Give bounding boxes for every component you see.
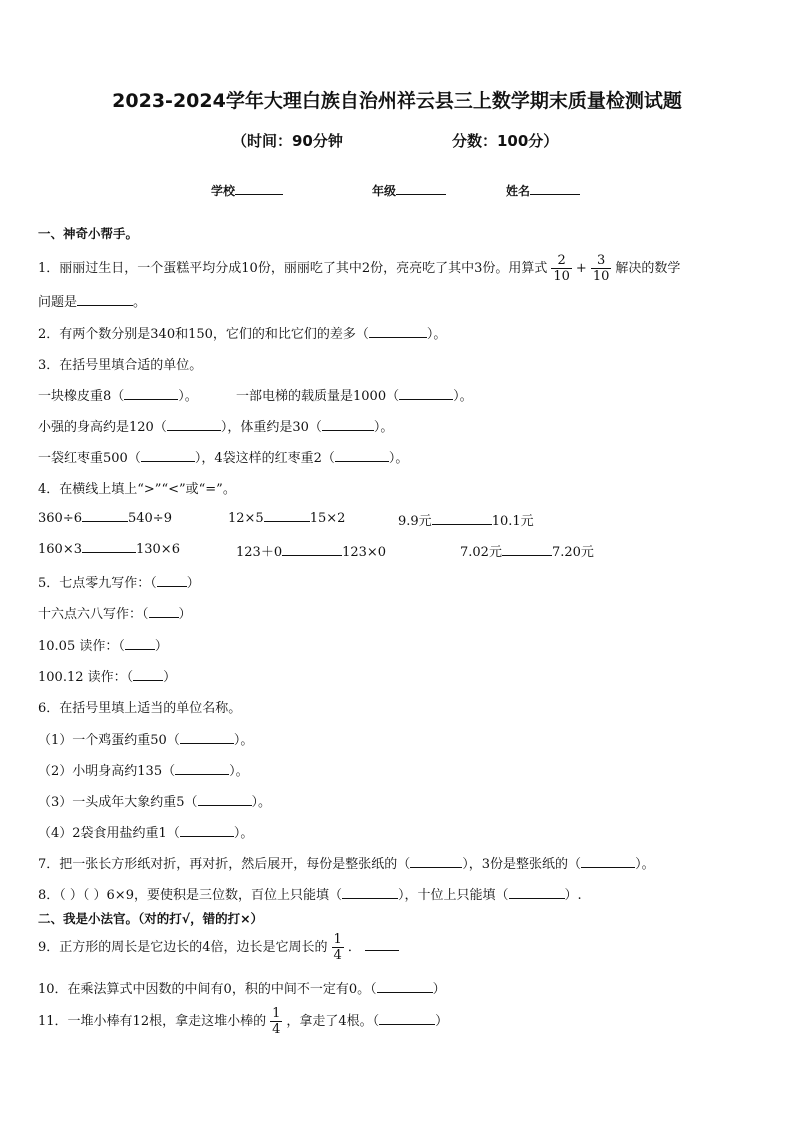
fraction-3-10: $\frac{3}{10}$ <box>592 253 610 284</box>
q3-2-blank-b[interactable] <box>322 419 374 431</box>
fraction-2-10: $\frac{2}{10}$ <box>553 253 570 284</box>
q6-blank-1[interactable] <box>180 732 234 744</box>
compare-blank[interactable] <box>282 544 342 556</box>
q6-blank-4[interactable] <box>180 825 234 837</box>
q8-blank-1[interactable] <box>342 887 398 899</box>
q1-text-2: 解决的数学 <box>615 261 681 276</box>
q1-blank[interactable] <box>77 294 133 306</box>
q3-3-blank-b[interactable] <box>335 450 389 462</box>
q8-blank-2[interactable] <box>509 887 565 899</box>
question-3-3: 一袋红枣重500（ ），4袋这样的红枣重2（ ）。 <box>38 451 409 466</box>
q5-blank-4[interactable] <box>133 669 163 681</box>
page-title: 2023-2024学年大理白族自治州祥云县三上数学期末质量检测试题 <box>112 90 682 112</box>
question-5-1: 5．七点零九写作：（ ） <box>38 576 200 591</box>
compare-2-2: 123＋0 123×0 <box>236 545 387 560</box>
q3-1-blank-a[interactable] <box>124 388 178 400</box>
q7-blank-1[interactable] <box>410 856 462 868</box>
q5-blank-2[interactable] <box>149 606 179 618</box>
q10-blank[interactable] <box>377 981 433 993</box>
question-8: 8．（ ）（ ）6×9，要使积是三位数，百位上只能填（ ），十位上只能填（ ）. <box>38 888 582 903</box>
question-6-3: （3）一头成年大象约重5（ ）。 <box>38 795 272 810</box>
q3-1-blank-b[interactable] <box>399 388 453 400</box>
question-1 <box>38 253 680 284</box>
question-1-cont: 问题是 。 <box>38 295 147 310</box>
school-field <box>211 182 283 199</box>
question-5-4: 100.12 读作：（ ） <box>38 670 177 685</box>
question-6-4: （4）2袋食用盐约重1（ ）。 <box>38 826 254 841</box>
question-2: 2．有两个数分别是340和150，它们的和比它们的差多（ ）。 <box>38 327 447 342</box>
plus-sign: + <box>575 261 587 276</box>
compare-2-1: 160×3 130×6 <box>38 542 180 557</box>
q11-blank[interactable] <box>379 1013 435 1025</box>
q3-2-blank-a[interactable] <box>167 419 221 431</box>
q2-blank[interactable] <box>369 326 427 338</box>
question-3-2: 小强的身高约是120（ ），体重约是30（ ）。 <box>38 420 394 435</box>
compare-blank[interactable] <box>432 513 492 525</box>
q6-blank-3[interactable] <box>198 794 252 806</box>
grade-blank[interactable] <box>396 183 446 195</box>
question-3-1: 一块橡皮重8（ ）。 <box>38 389 198 404</box>
compare-blank[interactable] <box>264 510 310 522</box>
question-5-3: 10.05 读作：（ ） <box>38 639 168 654</box>
question-3: 3．在括号里填合适的单位。 <box>38 358 203 373</box>
question-5-2: 十六点六八写作：（ ） <box>38 607 192 622</box>
q9-blank[interactable] <box>365 939 399 951</box>
compare-1-3: 9.9元 10.1元 <box>398 514 534 529</box>
compare-blank[interactable] <box>82 510 128 522</box>
question-7: 7．把一张长方形纸对折，再对折，然后展开，每份是整张纸的（ ），3份是整张纸的（ ）。 <box>38 857 655 872</box>
question-3-1b: 一部电梯的载质量是1000（ ）。 <box>236 389 473 404</box>
section-1-heading: 一、神奇小帮手。 <box>38 226 139 241</box>
name-blank[interactable] <box>530 183 580 195</box>
school-label: 学校 <box>211 184 236 198</box>
fraction-1-4: $\frac{1}{4}$ <box>333 932 342 963</box>
question-4: 4．在横线上填上“>”“<”或“=”。 <box>38 482 236 497</box>
compare-2-3: 7.02元 7.20元 <box>460 545 594 560</box>
fraction-1-4: $\frac{1}{4}$ <box>272 1006 281 1037</box>
question-10: 10．在乘法算式中因数的中间有0，积的中间不一定有0。（ ） <box>38 982 446 997</box>
q7-blank-2[interactable] <box>581 856 635 868</box>
grade-field <box>372 182 446 199</box>
compare-blank[interactable] <box>502 544 552 556</box>
name-field <box>506 182 580 199</box>
compare-blank[interactable] <box>82 541 136 553</box>
q3-3-blank-a[interactable] <box>141 450 195 462</box>
grade-label: 年级 <box>372 184 397 198</box>
question-6-2: （2）小明身高约135（ ）。 <box>38 764 249 779</box>
question-9: 9．正方形的周长是它边长的4倍，边长是它周长的 $\frac{1}{4}$ ． <box>38 932 399 963</box>
compare-1-2: 12×5 15×2 <box>228 511 346 526</box>
name-label: 姓名 <box>506 184 531 198</box>
compare-1-1: 360÷6 540÷9 <box>38 511 172 526</box>
q5-blank-3[interactable] <box>125 638 155 650</box>
section-2-heading: 二、我是小法官。（对的打√，错的打×） <box>38 911 264 926</box>
time-label: （时间：90分钟 <box>232 132 343 150</box>
q5-blank-1[interactable] <box>157 575 187 587</box>
question-6-1: （1）一个鸡蛋约重50（ ）。 <box>38 733 254 748</box>
school-blank[interactable] <box>235 183 283 195</box>
score-label: 分数：100分） <box>452 132 559 150</box>
question-11: 11．一堆小棒有12根，拿走这堆小棒的 $\frac{1}{4}$ ，拿走了4根。（ ） <box>38 1006 449 1037</box>
q6-blank-2[interactable] <box>175 763 229 775</box>
question-6: 6．在括号里填上适当的单位名称。 <box>38 701 242 716</box>
q1-text: 1．丽丽过生日，一个蛋糕平均分成10份，丽丽吃了其中2份，亮亮吃了其中3份。用算式 <box>38 261 548 276</box>
